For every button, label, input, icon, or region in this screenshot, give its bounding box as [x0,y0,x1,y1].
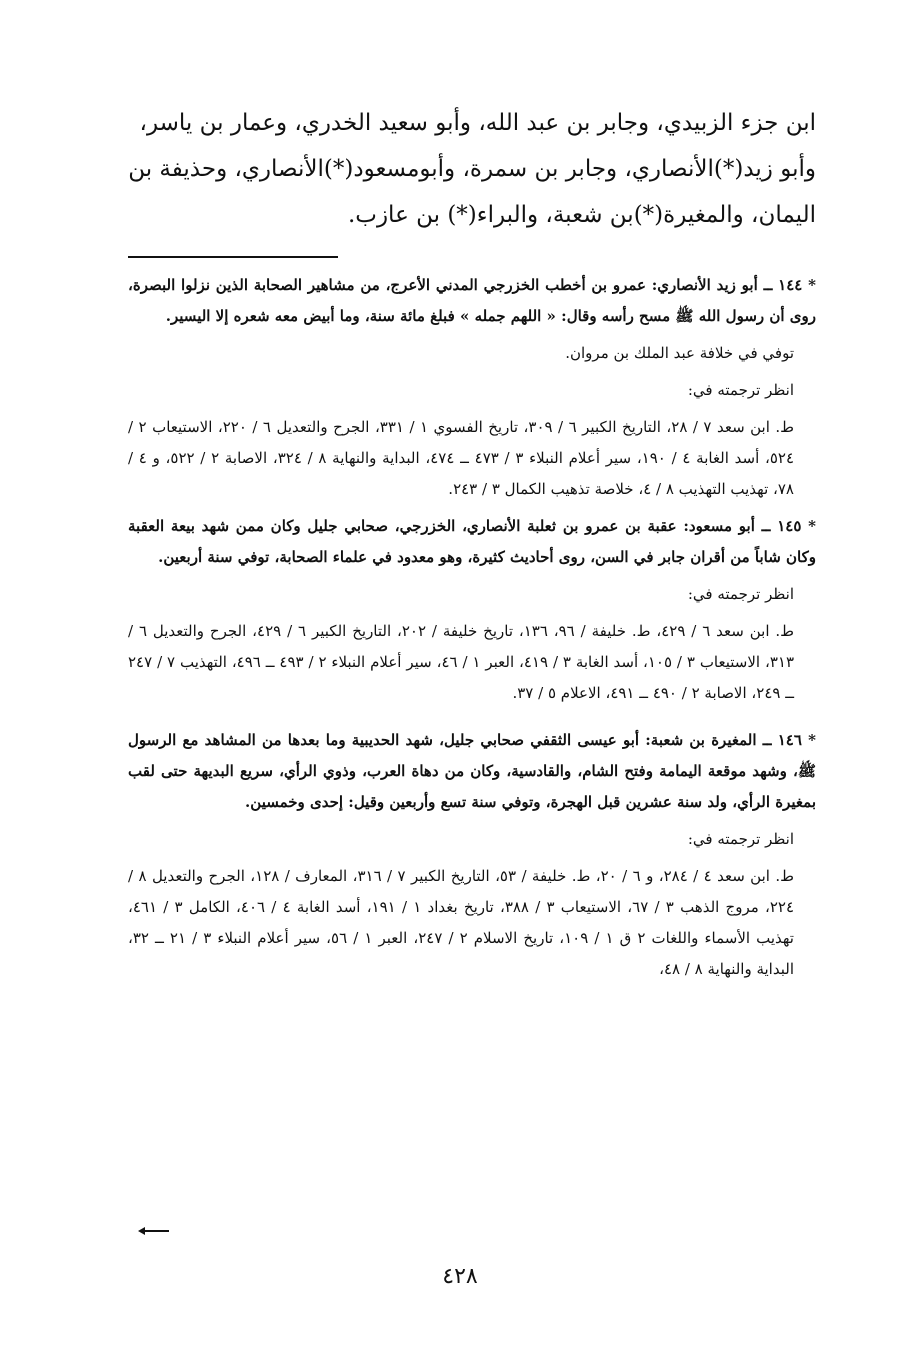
footnote-144 [128,270,816,505]
document-page [128,100,816,991]
footnote-sources: ط. ابن سعد ٦ / ٤٢٩، ط. خليفة / ٩٦، ١٣٦، تاريخ خليفة / ٢٠٢، التاريخ الكبير ٦ / ٤٢٩، الجرح والتعديل ٦ / ٣١٣، الاستيعاب ٣ / ١٠٥، أسد الغابة ٣ / ٤١٩، العبر ١ / ٤٦، سير أعلام النبلاء ٢ / ٤٩٣ ــ ٤٩٦، التهذيب ٧ / ٢٤٧ ــ ٢٤٩، الاصابة ٢ / ٤٩٠ ــ ٤٩١، الاعلام ٥ / ٣٧. [128,622,795,702]
footnote-sources: ط. ابن سعد ٤ / ٢٨٤، و ٦ / ٢٠، ط. خليفة / ٥٣، التاريخ الكبير ٧ / ٣١٦، المعارف / ١٢٨، الجرح والتعديل ٨ / ٢٢٤، مروج الذهب ٣ / ٦٧، الاستيعاب ٣ / ٣٨٨، تاريخ بغداد ١ / ١٩١، أسد الغابة ٤ / ٤٠٦، الكامل ٣ / ٤٦١، تهذيب الأسماء واللغات ٢ ق ١ / ١٠٩، تاريخ الاسلام ٢ / ٢٤٧، العبر ١ / ٥٦، سير أعلام النبلاء ٣ / ٢١ ــ ٣٢، البداية والنهاية ٨ / ٤٨، [128,867,795,978]
main-text [128,100,816,238]
footnote-see-label: انظر ترجمته في: [687,585,794,603]
footnote-sources: ط. ابن سعد ٧ / ٢٨، التاريخ الكبير ٦ / ٣٠٩، تاريخ الفسوي ١ / ٣٣١، الجرح والتعديل ٦ / ٢٢٠، الاستيعاب ٢ / ٥٢٤، أسد الغابة ٤ / ١٩٠، سير أعلام النبلاء ٣ / ٤٧٣ ــ ٤٧٤، البداية والنهاية ٨ / ٣٢٤، الاصابة ٢ / ٥٢٢، و ٤ / ٧٨، تهذيب التهذيب ٨ / ٤، خلاصة تذهيب الكمال ٣ / ٢٤٣. [128,418,795,498]
footnote-divider [128,256,338,258]
footnote-death: توفي في خلافة عبد الملك بن مروان. [565,344,794,362]
footnote-bio: * ١٤٦ ــ المغيرة بن شعبة: أبو عيسى الثقفي صحابي جليل، شهد الحديبية وما بعدها من المشاهد مع الرسول ﷺ، وشهد موقعة اليمامة وفتح الشام، والقادسية، وكان من دهاة العرب، وذوي الرأي، سريع البديهة حتى لقب بمغيرة الرأي، ولد سنة عشرين قبل الهجرة، وتوفي سنة تسع وأربعين وقيل: إحدى وخمسين. [128,731,816,811]
footnote-see-label: انظر ترجمته في: [687,830,794,848]
footnote-146 [128,725,816,985]
footnote-bio: * ١٤٥ ــ أبو مسعود: عقبة بن عمرو بن ثعلبة الأنصاري، الخزرجي، صحابي جليل وكان ممن شهد بيعة العقبة وكان شاباً من أقران جابر في السن، روى أحاديث كثيرة، وهو معدود في علماء الصحابة، توفي سنة أربعين. [128,517,816,566]
continuation-arrow-icon [138,1226,170,1236]
main-text-line: وأبو زيد(*)الأنصاري، وجابر بن سمرة، وأبومسعود(*)الأنصاري، وحذيفة بن [128,156,816,182]
main-text-line: اليمان، والمغيرة(*)بن شعبة، والبراء(*) بن عازب. [347,202,816,228]
footnotes [128,270,816,985]
footnote-see-label: انظر ترجمته في: [687,381,794,399]
page-number: ٤٢٨ [442,1264,478,1289]
footnote-bio: * ١٤٤ ــ أبو زيد الأنصاري: عمرو بن أخطب الخزرجي المدني الأعرج، من مشاهير الصحابة الذين نزلوا البصرة، روى أن رسول الله ﷺ مسح رأسه وقال: « اللهم جمله » فبلغ مائة سنة، وما أبيض معه شعره إلا اليسير. [128,276,816,325]
footnote-145 [128,511,816,709]
main-text-line: ابن جزء الزبيدي، وجابر بن عبد الله، وأبو سعيد الخدري، وعمار بن ياسر، [139,110,816,136]
